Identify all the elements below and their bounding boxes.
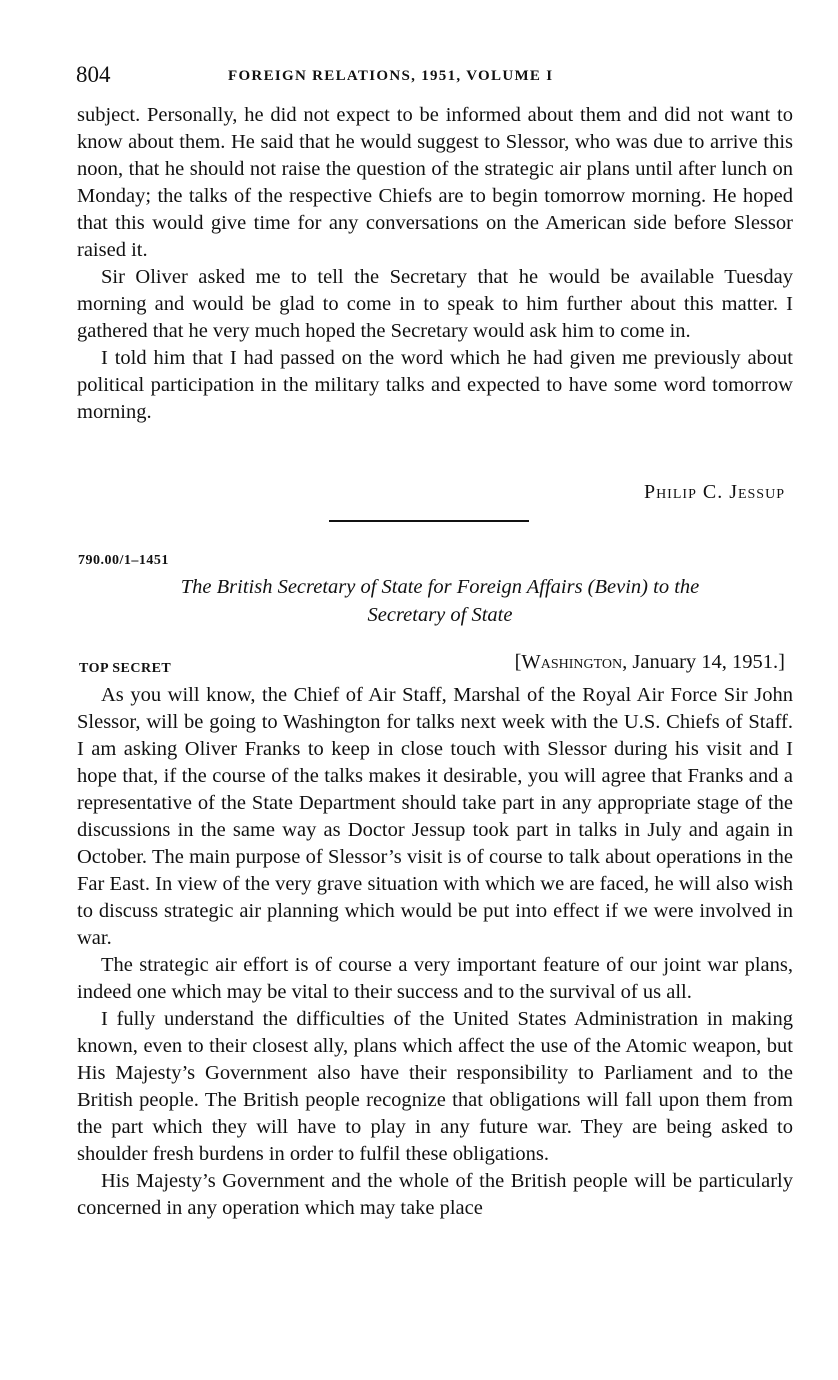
document-title-line: The British Secretary of State for Foreign Affairs (Bevin) to the xyxy=(180,576,700,598)
page-number: 804 xyxy=(76,62,111,87)
document-title xyxy=(100,573,780,629)
letter-body xyxy=(77,682,793,1222)
paragraph: I told him that I had passed on the word which he had given me previously about political participation in the military talks and expected to have some word tomorrow morning. xyxy=(77,347,793,423)
paragraph: I fully understand the difficulties of the United States Administration in making known, even to their closest ally, plans which affect the use of the Atomic weapon, but His Majesty’s Government also have their responsibility to Parliament and to the British people. The British people recognize that obligations will fall upon them from the part which they will have to play in any future war. They are being asked to shoulder fresh burdens in order to fulfil these obligations. xyxy=(77,1008,793,1165)
dateline-date: January 14, 1951.] xyxy=(632,651,785,673)
file-number: 790.00/1–1451 xyxy=(78,553,169,568)
dateline xyxy=(515,648,785,676)
classification: TOP SECRET xyxy=(79,661,172,676)
signature: Philip C. Jessup xyxy=(643,481,785,503)
paragraph: subject. Personally, he did not expect to be informed about them and did not want to know about them. He said that he would suggest to Slessor, who was due to arrive this noon, that he should not raise the question of the strategic air plans until after lunch on Monday; the talks of the respective Chiefs are to begin tomorrow morning. He hoped that this would give time for any conversations on the American side before Slessor raised it. xyxy=(77,104,793,261)
paragraph: The strategic air effort is of course a very important feature of our joint war plans, indeed one which may be vital to their success and to the survival of us all. xyxy=(77,954,793,1003)
paragraph: Sir Oliver asked me to tell the Secretary that he would be available Tuesday morning and would be glad to come in to speak to him further about this matter. I gathered that he very much hoped the Secretary would ask him to come in. xyxy=(77,266,793,342)
paragraph: As you will know, the Chief of Air Staff, Marshal of the Royal Air Force Sir John Slessor, will be going to Washington for talks next week with the U.S. Chiefs of Staff. I am asking Oliver Franks to keep in close touch with Slessor during his visit and I hope that, if the course of the talks makes it desirable, you will agree that Franks and a representative of the State Department should take part in any appropriate stage of the discussions in the same way as Doctor Jessup took part in talks in July and again in October. The main purpose of Slessor’s visit is of course to talk about operations in the Far East. In view of the very grave situation with which we are faced, he will also wish to discuss strategic air planning which would be put into effect if we were involved in war. xyxy=(77,684,793,949)
running-head: FOREIGN RELATIONS, 1951, VOLUME I xyxy=(228,68,554,84)
section-divider xyxy=(329,520,529,522)
page-header xyxy=(76,60,796,94)
memo-continuation xyxy=(77,102,793,426)
document-title-line: Secretary of State xyxy=(367,604,513,626)
dateline-place: [Washington, xyxy=(514,651,628,673)
paragraph: His Majesty’s Government and the whole of the British people will be particularly concerned in any operation which may take place xyxy=(77,1170,793,1219)
